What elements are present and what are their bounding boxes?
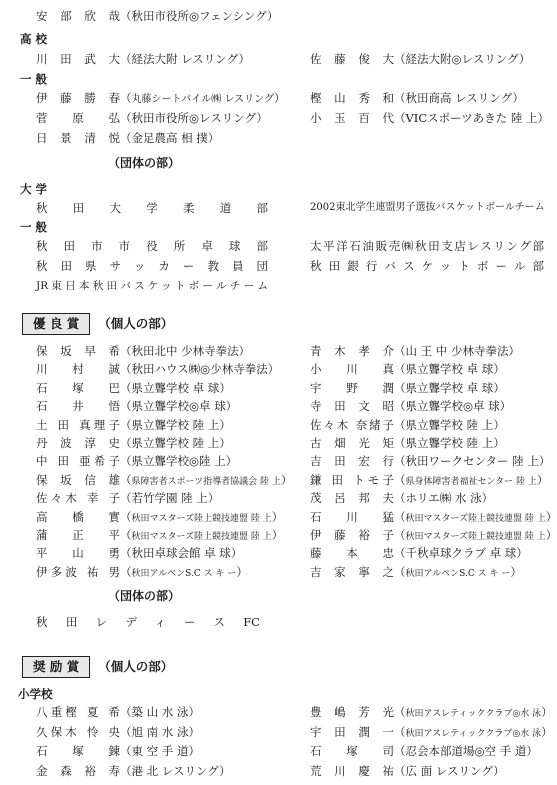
- heading-ippan: 一 般: [20, 72, 48, 86]
- affiliation: 県障害者スポーツ指導者協議会 陸 上: [131, 476, 281, 487]
- team-ippan-right-2: 秋田銀行バスケットボール部: [310, 259, 544, 273]
- affiliation: 広 面 レスリング: [405, 763, 494, 778]
- person-name: 川 田 武 大: [36, 52, 120, 66]
- affiliation: 東 空 手 道: [131, 744, 189, 758]
- person-name: 石 塚 司: [310, 744, 394, 758]
- list-item: 川 村 誠（秋田ハウス㈱◎少林寺拳法）: [36, 360, 279, 378]
- team-daigaku-left: 秋田大学柔道部: [36, 201, 268, 215]
- list-item: 平 山 勇（秋田卓球会館 卓 球）: [36, 544, 242, 562]
- person-name: 荒 川 慶 祐: [310, 763, 394, 778]
- list-item: 中 田 亜希子（県立聾学校◎陸 上）: [36, 452, 237, 470]
- person-name: 宇 野 潤: [310, 380, 394, 395]
- affiliation: 千秋卓球クラブ 卓 球: [405, 546, 517, 561]
- award-badge: 奨 励 賞: [22, 656, 90, 678]
- list-item: 金 森 裕 寿（港 北 レスリング）: [36, 762, 231, 782]
- list-item: 青 木 孝 介（山 王 中 少林寺拳法）: [310, 342, 520, 360]
- person-name: 樫 山 秀 和: [310, 91, 394, 105]
- person-name: 八重樫 夏 希: [36, 705, 120, 719]
- affiliation: 県立聾学校◎卓 球: [131, 399, 226, 414]
- list-item: 石 川 猛（秋田マスターズ陸上競技連盟 陸 上）: [310, 508, 557, 526]
- person-name: 青 木 孝 介: [310, 344, 394, 358]
- person-name: 日 景 清 悦: [36, 131, 120, 145]
- affiliation: 金足農高 相 撲: [131, 131, 208, 145]
- list-item: 石 井 悟（県立聾学校◎卓 球）: [36, 397, 237, 415]
- person-name: 川 村 誠: [36, 362, 120, 377]
- list-item: 藤 本 忠（千秋卓球クラブ 卓 球）: [310, 544, 528, 562]
- list-item: 蒲 正 平（秋田マスターズ陸上競技連盟 陸 上）: [36, 526, 283, 544]
- entry-ippan-left-2: 菅 原 弘（秋田市役所◎レスリング）: [36, 108, 268, 128]
- person-name: 石 塚 巴: [36, 380, 120, 395]
- entry-ippan-left-3: 日 景 清 悦（金足農高 相 撲）: [36, 128, 219, 148]
- affiliation: 秋田市役所◎フェンシング: [131, 9, 267, 23]
- entry-ippan-left-1: 伊 藤 勝 春（丸藤シートパイル㈱ レスリング）: [36, 88, 285, 108]
- affiliation: 県立聾学校◎卓 球: [405, 399, 500, 414]
- affiliation: 若竹学園 陸 上: [131, 491, 208, 506]
- person-name: 寺 田 文 昭: [310, 399, 394, 414]
- person-name: 久保木 怜 央: [36, 724, 120, 739]
- person-name: 佐々木 奈緒子: [310, 417, 394, 432]
- person-name: 蒲 正 平: [36, 528, 120, 542]
- heading-dantai-2: （団体の部）: [108, 589, 181, 603]
- list-item: 古 畑 光 矩（県立聾学校 陸 上）: [310, 434, 505, 452]
- list-item: 寺 田 文 昭（県立聾学校◎卓 球）: [310, 397, 511, 415]
- affiliation: 経法大附 レスリング: [131, 52, 239, 66]
- affiliation: 県立聾学校 卓 球: [131, 380, 220, 395]
- list-item: 久保木 怜 央（旭 南 水 泳）: [36, 723, 200, 743]
- affiliation: 県立聾学校 陸 上: [131, 417, 220, 432]
- team-ippan-left-1: 秋田市市役所卓球部: [36, 239, 268, 253]
- affiliation: 秋田商高 レスリング: [405, 91, 513, 105]
- person-name: 豊 嶋 芳 光: [310, 705, 394, 719]
- person-name: 小 玉 百 代: [310, 111, 394, 125]
- person-name: 佐 藤 俊 大: [310, 52, 394, 66]
- affiliation: 丸藤シートパイル㈱ レスリング: [131, 94, 274, 105]
- division-label: （個人の部）: [98, 659, 174, 674]
- list-item: 土 田 真理子（県立聾学校 陸 上）: [36, 416, 231, 434]
- affiliation: 秋田ワークセンター 陸 上: [405, 454, 539, 469]
- person-name: 平 山 勇: [36, 546, 120, 561]
- person-name: 小 川 真: [310, 362, 394, 377]
- list-item: 荒 川 慶 祐（広 面 レスリング）: [310, 762, 505, 782]
- list-item: 八重樫 夏 希（築 山 水 泳）: [36, 703, 200, 723]
- affiliation: 秋田マスターズ陸上競技連盟 陸 上: [131, 513, 272, 524]
- heading-ippan-team: 一 般: [20, 220, 48, 234]
- person-name: 保 坂 早 希: [36, 344, 120, 358]
- person-name: 土 田 真理子: [36, 417, 120, 432]
- affiliation: 県立聾学校 陸 上: [405, 417, 494, 432]
- affiliation: 山 王 中 少林寺拳法: [405, 344, 509, 358]
- affiliation: 秋田北中 少林寺拳法: [131, 344, 239, 358]
- list-item: 保 坂 早 希（秋田北中 少林寺拳法）: [36, 342, 250, 360]
- award-yuryo-heading: [22, 313, 173, 335]
- list-item: 伊多波 祐 男（秋田アルペンS.C ス キ ー）: [36, 563, 248, 581]
- person-name: 宇 田 潤 一: [310, 724, 394, 739]
- list-item: 保 坂 信 雄（県障害者スポーツ指導者協議会 陸 上）: [36, 471, 292, 489]
- entry-ippan-right-2: 小 玉 百 代（VICスポーツあきた 陸 上）: [310, 108, 549, 128]
- affiliation: 秋田マスターズ陸上競技連盟 陸 上: [405, 532, 546, 542]
- list-item: 石 塚 司（忍会本部道場◎空 手 道）: [310, 742, 538, 762]
- heading-shogakko: 小学校: [18, 687, 53, 701]
- team-ippan-right-1: 太平洋石油販売㈱秋田支店レスリング部: [310, 239, 544, 253]
- list-item: 吉 田 宏 行（秋田ワークセンター 陸 上）: [310, 452, 550, 470]
- affiliation: 経法大附◎レスリング: [405, 52, 519, 66]
- affiliation: ホリエ㈱ 水 泳: [405, 491, 482, 506]
- list-item: 茂 呂 邦 夫（ホリエ㈱ 水 泳）: [310, 489, 493, 507]
- person-name: 石 川 猛: [310, 509, 394, 524]
- award-shorei-heading: [22, 656, 173, 678]
- person-name: 古 畑 光 矩: [310, 436, 394, 450]
- list-item: 小 川 真（県立聾学校 卓 球）: [310, 360, 505, 378]
- list-item: 佐々木 幸 子（若竹学園 陸 上）: [36, 489, 219, 507]
- person-name: 石 塚 錬: [36, 744, 120, 758]
- person-name: 鎌 田 トモ子: [310, 472, 394, 487]
- team-ippan-left-2: 秋田県サッカー教員団: [36, 259, 268, 273]
- list-item: 丹 波 淳 史（県立聾学校 陸 上）: [36, 434, 231, 452]
- affiliation: 秋田市役所◎レスリング: [131, 111, 257, 125]
- entry-kouko-left: 川 田 武 大（経法大附 レスリング）: [36, 49, 250, 69]
- heading-dantai: （団体の部）: [108, 156, 181, 170]
- affiliation: 県身体障害者福祉センター 陸 上: [405, 476, 537, 487]
- affiliation: 県立聾学校 陸 上: [131, 436, 220, 450]
- team-daigaku-right: 2002東北学生連盟男子選抜バスケットボールチーム: [310, 202, 545, 213]
- person-name: 石 井 悟: [36, 399, 120, 414]
- affiliation: 秋田卓球会館 卓 球: [131, 546, 231, 561]
- affiliation: 秋田アスレティッククラブ◎水 泳: [405, 709, 542, 719]
- list-item: 高 橋 實（秋田マスターズ陸上競技連盟 陸 上）: [36, 508, 283, 526]
- heading-daigaku: 大 学: [20, 182, 48, 196]
- list-item: 宇 野 潤（県立聾学校 卓 球）: [310, 379, 505, 397]
- list-item: 宇 田 潤 一（秋田アスレティッククラブ◎水 泳）: [310, 723, 553, 743]
- affiliation: 秋田アルペンS.C ス キ ー: [131, 568, 237, 579]
- list-item: 吉 家 寧 之（秋田アルペンS.C ス キ ー）: [310, 563, 522, 581]
- person-name: 吉 家 寧 之: [310, 564, 394, 579]
- person-name: 丹 波 淳 史: [36, 436, 120, 450]
- person-name: 金 森 裕 寿: [36, 763, 120, 778]
- affiliation: 秋田マスターズ陸上競技連盟 陸 上: [405, 513, 546, 524]
- person-name: 高 橋 實: [36, 509, 120, 524]
- affiliation: 築 山 水 泳: [131, 705, 189, 719]
- person-name: 中 田 亜希子: [36, 454, 120, 469]
- affiliation: 秋田ハウス㈱◎少林寺拳法: [131, 362, 268, 377]
- person-name: 伊 藤 勝 春: [36, 91, 120, 105]
- affiliation: 旭 南 水 泳: [131, 724, 189, 739]
- person-name: 伊多波 祐 男: [36, 564, 120, 579]
- affiliation: 県立聾学校◎陸 上: [131, 454, 226, 469]
- list-item: 豊 嶋 芳 光（秋田アスレティッククラブ◎水 泳）: [310, 703, 553, 723]
- list-item: 鎌 田 トモ子（県身体障害者福祉センター 陸 上）: [310, 471, 548, 489]
- entry-ippan-right-1: 樫 山 秀 和（秋田商高 レスリング）: [310, 88, 524, 108]
- list-item: 佐々木 奈緒子（県立聾学校 陸 上）: [310, 416, 505, 434]
- person-name: 吉 田 宏 行: [310, 454, 394, 469]
- affiliation: 秋田アルペンS.C ス キ ー: [405, 568, 511, 579]
- affiliation: 県立聾学校 卓 球: [405, 380, 494, 395]
- division-label: （個人の部）: [98, 316, 174, 331]
- person-name: 菅 原 弘: [36, 111, 120, 125]
- entry-continued: 安 部 欣 哉（秋田市役所◎フェンシング）: [36, 6, 279, 26]
- person-name: 佐々木 幸 子: [36, 491, 120, 506]
- affiliation: 県立聾学校 卓 球: [405, 362, 494, 377]
- entry-kouko-right: 佐 藤 俊 大（経法大附◎レスリング）: [310, 49, 530, 69]
- person-name: 安 部 欣 哉: [36, 9, 120, 23]
- list-item: 伊 藤 裕 子（秋田マスターズ陸上競技連盟 陸 上）: [310, 526, 557, 544]
- person-name: 茂 呂 邦 夫: [310, 491, 394, 506]
- award-badge: 優 良 賞: [22, 313, 90, 335]
- list-item: 石 塚 巴（県立聾学校 卓 球）: [36, 379, 231, 397]
- affiliation: 秋田アスレティッククラブ◎水 泳: [405, 728, 542, 739]
- heading-kouko: 高 校: [20, 32, 48, 46]
- affiliation: 県立聾学校 陸 上: [405, 436, 494, 450]
- person-name: 保 坂 信 雄: [36, 472, 120, 487]
- person-name: 藤 本 忠: [310, 546, 394, 561]
- affiliation: 忍会本部道場◎空 手 道: [405, 744, 527, 758]
- affiliation: 秋田マスターズ陸上競技連盟 陸 上: [131, 532, 272, 542]
- list-item: 石 塚 錬（東 空 手 道）: [36, 742, 200, 762]
- affiliation: 港 北 レスリング: [131, 763, 220, 778]
- team-yuryo: 秋田レディースFC: [36, 615, 260, 629]
- person-name: 伊 藤 裕 子: [310, 528, 394, 542]
- affiliation: VICスポーツあきた 陸 上: [405, 111, 538, 125]
- team-ippan-left-3: JR東日本秋田バスケットボールチーム: [36, 280, 268, 292]
